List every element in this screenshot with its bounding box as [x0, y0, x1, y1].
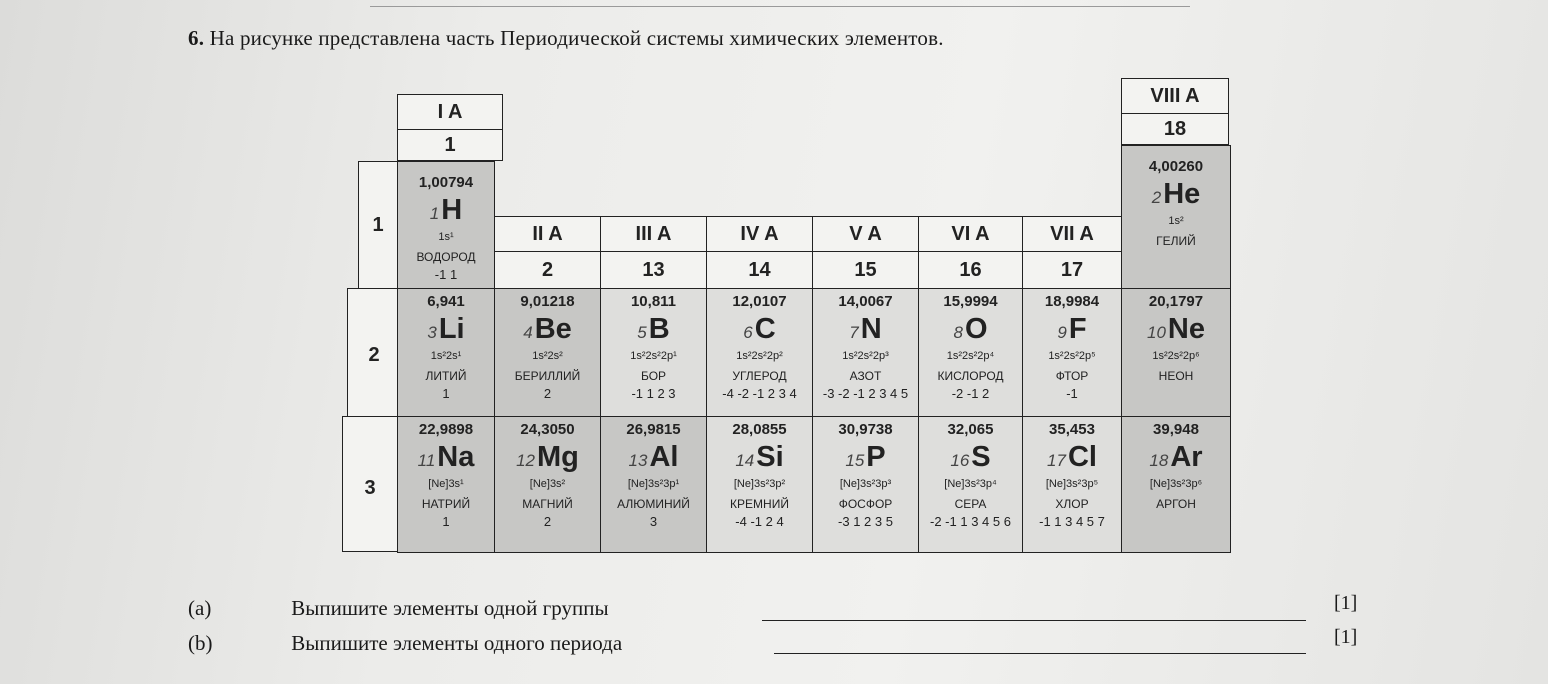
oxidation-states: 3: [649, 514, 658, 529]
atomic-number: 16: [950, 451, 970, 470]
element-name: МАГНИЙ: [522, 497, 573, 511]
symbol-line: [1122, 313, 1230, 346]
oxidation-states: 2: [543, 514, 552, 529]
atomic-mass: 26,9815: [626, 421, 681, 438]
element-symbol: Si: [756, 441, 784, 473]
oxidation-states: 1: [442, 386, 450, 401]
element-name: БЕРИЛЛИЙ: [514, 369, 581, 383]
element-symbol: P: [866, 441, 886, 473]
electron-config: 1s²2s²2p⁴: [946, 350, 995, 362]
electron-config: 1s²2s²: [532, 350, 563, 362]
symbol-line: [601, 313, 706, 346]
atomic-mass: 18,9984: [1044, 293, 1100, 310]
atomic-mass: 15,9994: [943, 293, 998, 310]
oxidation-states: -2 -1 1 3 4 5 6: [930, 514, 1011, 529]
period-3-label: 3: [364, 476, 376, 499]
element-symbol: C: [754, 313, 776, 345]
electron-config: [Ne]3s²3p⁴: [944, 478, 997, 490]
symbol-line: [919, 313, 1022, 346]
task-b: [188, 631, 622, 656]
atomic-number: 13: [628, 451, 648, 470]
group-header-16-number: 16: [918, 251, 1023, 289]
atomic-mass: 30,9738: [838, 421, 893, 438]
electron-config: 1s²2s²2p⁶: [1152, 350, 1200, 362]
element-cell-si: [706, 416, 813, 553]
oxidation-states: 2: [543, 386, 552, 401]
symbol-line: [707, 441, 812, 474]
atomic-mass: 9,01218: [520, 293, 575, 310]
element-name: ВОДОРОД: [416, 250, 476, 264]
atomic-number: 7: [849, 323, 859, 342]
electron-config: 1s²: [1168, 215, 1184, 227]
electron-config: [Ne]3s²3p³: [839, 478, 892, 490]
task-a: [188, 596, 609, 621]
electron-config: 1s²2s²2p³: [842, 350, 889, 362]
top-rule: [370, 6, 1190, 7]
oxidation-states: 1: [442, 514, 450, 529]
element-symbol: B: [648, 313, 670, 345]
atomic-number: 2: [1151, 188, 1162, 207]
group-header-2-roman: II A: [494, 216, 601, 252]
element-symbol: S: [971, 441, 991, 473]
element-cell-be: [494, 288, 601, 417]
element-cell-al: [600, 416, 707, 553]
atomic-number: 9: [1057, 323, 1067, 342]
atomic-number: 12: [516, 451, 536, 470]
task-a-mark: [1]: [1334, 592, 1358, 614]
group-header-1-roman: I A: [397, 94, 503, 130]
element-name: АЗОТ: [849, 369, 882, 383]
electron-config: [Ne]3s¹: [428, 478, 464, 490]
symbol-line: [1023, 441, 1121, 474]
element-name: ФТОР: [1055, 369, 1089, 383]
atomic-number: 18: [1149, 451, 1169, 470]
atomic-mass: 35,453: [1049, 421, 1095, 438]
oxidation-states: -2 -1 2: [951, 386, 990, 401]
atomic-number: 15: [845, 451, 865, 470]
element-symbol: Li: [438, 313, 465, 345]
group-header-17-number: 17: [1022, 251, 1122, 289]
atomic-number: 14: [735, 451, 755, 470]
group-header-18-roman: VIII A: [1121, 78, 1229, 114]
element-name: КРЕМНИЙ: [730, 497, 789, 511]
element-cell-ne: [1121, 288, 1231, 417]
element-cell-b: [600, 288, 707, 417]
element-symbol: Mg: [537, 441, 579, 473]
element-cell-na: [397, 416, 495, 553]
element-symbol: H: [441, 194, 463, 226]
element-cell-o: [918, 288, 1023, 417]
electron-config: [Ne]3s²3p⁶: [1149, 478, 1203, 490]
atomic-number: 1: [429, 204, 440, 223]
atomic-number: 11: [417, 451, 436, 470]
symbol-line: [601, 441, 706, 474]
atomic-mass: 10,811: [630, 293, 677, 310]
element-cell-h: [397, 161, 495, 289]
element-name: АРГОН: [1156, 497, 1196, 511]
task-a-answer-line[interactable]: [762, 620, 1306, 621]
question-number: 6.: [188, 26, 205, 50]
element-symbol: Be: [534, 313, 572, 345]
element-name: БОР: [640, 369, 667, 383]
element-cell-n: [812, 288, 919, 417]
symbol-line: [707, 313, 812, 346]
element-name: АЛЮМИНИЙ: [617, 497, 690, 511]
element-symbol: Cl: [1067, 441, 1097, 473]
element-name: КИСЛОРОД: [937, 369, 1004, 383]
electron-config: 1s²2s²2p¹: [630, 350, 677, 362]
electron-config: 1s¹: [438, 231, 454, 243]
atomic-mass: 22,9898: [418, 421, 474, 438]
group-header-13-number: 13: [600, 251, 707, 289]
symbol-line: [495, 313, 600, 346]
electron-config: [Ne]3s²3p²: [733, 478, 786, 490]
element-symbol: F: [1068, 313, 1087, 345]
atomic-number: 6: [743, 323, 753, 342]
task-a-label: (a): [188, 596, 212, 620]
element-symbol: N: [860, 313, 882, 345]
element-name: ХЛОР: [1055, 497, 1089, 511]
symbol-line: [398, 194, 494, 227]
atomic-number: 10: [1147, 323, 1166, 342]
oxidation-states: -3 1 2 3 5: [838, 514, 893, 529]
group-header-15-roman: V A: [812, 216, 919, 252]
element-cell-ar: [1121, 416, 1231, 553]
symbol-line: [495, 441, 600, 474]
group-header-14-roman: IV A: [706, 216, 813, 252]
group-header-17-roman: VII A: [1022, 216, 1122, 252]
atomic-number: 5: [637, 323, 647, 342]
atomic-mass: 39,948: [1153, 421, 1199, 438]
symbol-line: [813, 441, 918, 474]
atomic-mass: 32,065: [947, 421, 994, 438]
symbol-line: [1122, 178, 1230, 211]
electron-config: [Ne]3s²3p⁵: [1045, 478, 1099, 490]
element-symbol: O: [964, 313, 988, 345]
element-cell-s: [918, 416, 1023, 553]
group-header-18-number: 18: [1121, 113, 1229, 145]
atomic-mass: 12,0107: [732, 293, 787, 310]
atomic-number: 17: [1047, 451, 1066, 470]
electron-config: 1s²2s¹: [430, 350, 462, 362]
element-cell-c: [706, 288, 813, 417]
symbol-line: [1122, 441, 1230, 474]
atomic-mass: 28,0855: [732, 421, 787, 438]
group-header-16-roman: VI A: [918, 216, 1023, 252]
symbol-line: [919, 441, 1022, 474]
oxidation-states: -1 1 2 3: [631, 386, 676, 401]
group-header-1-number: 1: [397, 129, 503, 161]
element-name: ЛИТИЙ: [425, 369, 467, 383]
oxidation-states: -1 1 3 4 5 7: [1039, 514, 1105, 529]
atomic-number: 4: [523, 323, 533, 342]
element-symbol: Ne: [1167, 313, 1205, 345]
element-symbol: Al: [649, 441, 679, 473]
element-name: ФОСФОР: [838, 497, 893, 511]
oxidation-states: -4 -1 2 4: [735, 514, 784, 529]
atomic-number: 3: [427, 323, 437, 342]
element-symbol: Na: [437, 441, 475, 473]
question-text: На рисунке представлена часть Периодической системы химических элементов.: [209, 26, 944, 50]
electron-config: 1s²2s²2p²: [736, 350, 783, 362]
group-header-14-number: 14: [706, 251, 813, 289]
element-cell-he: [1121, 145, 1231, 289]
element-symbol: He: [1163, 178, 1201, 210]
task-b-answer-line[interactable]: [774, 653, 1306, 654]
question-heading: [188, 26, 944, 51]
group-header-13-roman: III A: [600, 216, 707, 252]
electron-config: [Ne]3s²: [529, 478, 566, 490]
oxidation-states: -1 1: [434, 267, 458, 282]
symbol-line: [398, 313, 494, 346]
electron-config: [Ne]3s²3p¹: [627, 478, 680, 490]
group-header-15-number: 15: [812, 251, 919, 289]
oxidation-states: -3 -2 -1 2 3 4 5: [822, 386, 909, 401]
period-1-label: 1: [372, 213, 384, 236]
element-cell-f: [1022, 288, 1122, 417]
task-b-mark: [1]: [1334, 626, 1358, 648]
symbol-line: [1023, 313, 1121, 346]
electron-config: 1s²2s²2p⁵: [1048, 350, 1096, 362]
element-name: НЕОН: [1158, 369, 1194, 383]
atomic-mass: 4,00260: [1148, 158, 1204, 175]
element-name: УГЛЕРОД: [732, 369, 787, 383]
element-name: ГЕЛИЙ: [1156, 234, 1196, 248]
oxidation-states: -4 -2 -1 2 3 4: [722, 386, 797, 401]
task-a-text: Выпишите элементы одной группы: [291, 596, 609, 620]
symbol-line: [398, 441, 494, 474]
atomic-number: 8: [953, 323, 963, 342]
symbol-line: [813, 313, 918, 346]
oxidation-states: -1: [1066, 386, 1078, 401]
atomic-mass: 1,00794: [418, 174, 474, 191]
task-b-label: (b): [188, 631, 213, 655]
element-name: СЕРА: [954, 497, 987, 511]
atomic-mass: 6,941: [427, 293, 465, 310]
element-cell-li: [397, 288, 495, 417]
group-header-2-number: 2: [494, 251, 601, 289]
element-cell-p: [812, 416, 919, 553]
element-cell-cl: [1022, 416, 1122, 553]
atomic-mass: 14,0067: [838, 293, 893, 310]
atomic-mass: 20,1797: [1148, 293, 1204, 310]
element-symbol: Ar: [1170, 441, 1203, 473]
element-name: НАТРИЙ: [421, 497, 471, 511]
element-cell-mg: [494, 416, 601, 553]
task-b-text: Выпишите элементы одного периода: [291, 631, 623, 655]
period-2-label: 2: [368, 343, 380, 366]
atomic-mass: 24,3050: [520, 421, 575, 438]
